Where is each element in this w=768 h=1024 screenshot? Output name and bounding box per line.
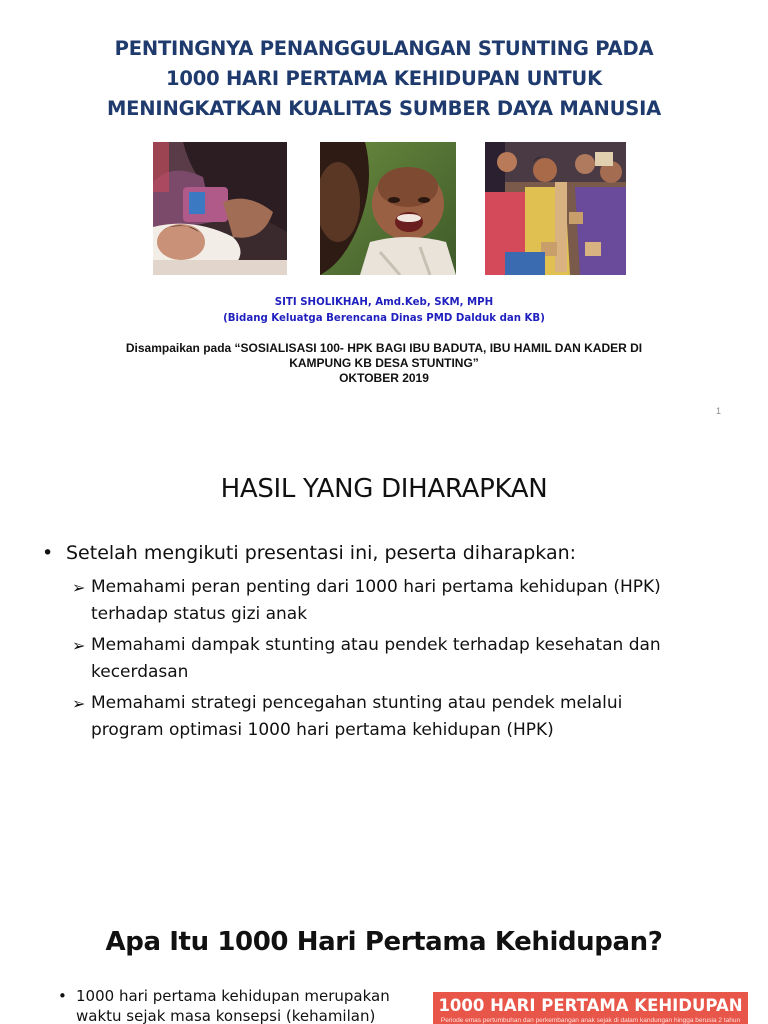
event-line: Disampaikan pada “SOSIALISASI 100- HPK BAGI IBU BADUTA, IBU HAMIL DAN KADER DI <box>125 341 643 355</box>
definition-bullet <box>58 986 418 1024</box>
slide-1-title <box>40 34 728 124</box>
slide-2 <box>0 432 768 864</box>
title-line: MENINGKATKAN KUALITAS SUMBER DAYA MANUSIA <box>106 97 662 120</box>
event-date: OKTOBER 2019 <box>339 371 429 385</box>
slide-3 <box>0 864 768 1024</box>
slide-2-title: HASIL YANG DIHARAPKAN <box>220 474 548 504</box>
slide-1 <box>0 0 768 432</box>
list-item <box>72 574 732 628</box>
definition-text: 1000 hari pertama kehidupan merupakan <box>76 987 390 1005</box>
definition-line: waktu sejak masa konsepsi (kehamilan) <box>76 1007 376 1024</box>
banner-title: 1000 HARI PERTAMA KEHIDUPAN <box>438 996 743 1015</box>
presenter-info <box>60 295 708 327</box>
intro-bullet <box>42 540 576 566</box>
arrow-bullet-icon: ➢ <box>72 578 86 597</box>
list-item <box>72 632 732 686</box>
list-item-line: terhadap status gizi anak <box>91 604 308 624</box>
presenter-name: SITI SHOLIKHAH, Amd.Keb, SKM, MPH <box>274 297 494 308</box>
slide-3-title: Apa Itu 1000 Hari Pertama Kehidupan? <box>105 927 663 957</box>
breastfeeding-photo <box>153 142 287 275</box>
list-item-line: Memahami dampak stunting atau pendek terhadap kesehatan dan <box>91 635 661 655</box>
list-item-line: program optimasi 1000 hari pertama kehidupan (HPK) <box>91 720 554 740</box>
bullet-icon: • <box>58 987 67 1005</box>
arrow-bullet-icon: ➢ <box>72 636 86 655</box>
expected-outcomes-list <box>72 574 732 748</box>
event-info <box>70 341 698 386</box>
list-item <box>72 690 732 744</box>
hpk-banner <box>433 992 748 1024</box>
presenter-affiliation: (Bidang Keluatga Berencana Dinas PMD Dalduk dan KB) <box>223 313 545 324</box>
arrow-bullet-icon: ➢ <box>72 694 86 713</box>
banner-subtitle: Periode emas pertumbuhan dan perkembangan anak sejak di dalam kandungan hingga berusia 2 tahun <box>440 1017 741 1024</box>
laughing-baby-photo <box>320 142 456 275</box>
title-line: 1000 HARI PERTAMA KEHIDUPAN UNTUK <box>166 67 602 90</box>
event-line: KAMPUNG KB DESA STUNTING” <box>289 356 479 370</box>
list-item-line: Memahami strategi pencegahan stunting atau pendek melalui <box>91 693 623 713</box>
list-item-line: kecerdasan <box>91 662 189 682</box>
intro-bullet-text: Setelah mengikuti presentasi ini, peserta diharapkan: <box>66 542 577 564</box>
list-item-line: Memahami peran penting dari 1000 hari pertama kehidupan (HPK) <box>91 577 661 597</box>
slide-number: 1 <box>716 406 722 416</box>
title-line: PENTINGNYA PENANGGULANGAN STUNTING PADA <box>114 37 654 60</box>
children-playing-photo <box>485 142 626 275</box>
bullet-icon: • <box>42 542 54 564</box>
definition-line <box>58 986 418 1006</box>
